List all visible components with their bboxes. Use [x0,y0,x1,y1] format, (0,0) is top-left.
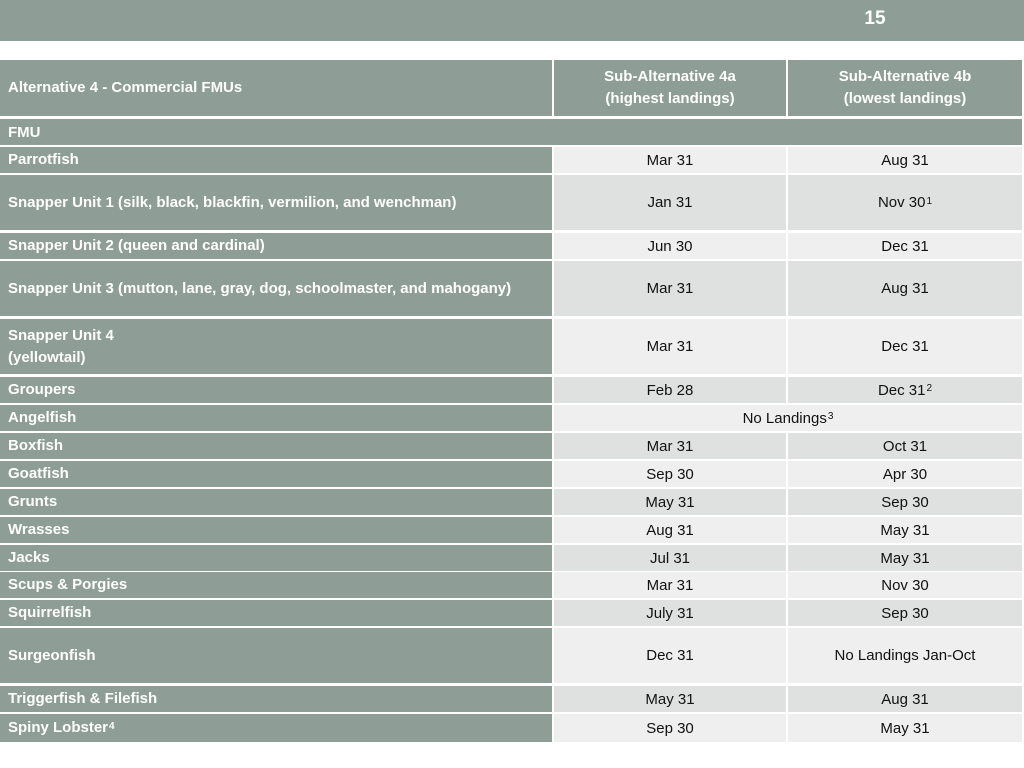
table-header-row [0,60,1022,116]
fmu-name: Triggerfish & Filefish [0,686,552,712]
fmu-name: Snapper Unit 4 (yellowtail) [0,319,552,374]
fmu-name: Snapper Unit 2 (queen and cardinal) [0,233,552,259]
fmu-name: Jacks [0,545,552,571]
page-number: 15 [864,8,886,29]
sub-4b-value: Nov 30 $^1$ [788,175,1022,230]
sub-4a-value: Dec 31 [554,628,786,683]
sub-4b-value: Aug 31 [788,686,1022,712]
table-row [0,433,1022,459]
table-row [0,377,1022,403]
table-row [0,233,1022,259]
fmu-name: Snapper Unit 3 (mutton, lane, gray, dog, schoolmaster, and mahogany) [0,261,552,316]
sub-4a-value: Mar 31 [554,572,786,598]
fmu-name: Surgeonfish [0,628,552,683]
table-row [0,714,1022,742]
fmu-name: Snapper Unit 1 (silk, black, blackfin, vermilion, and wenchman) [0,175,552,230]
sub-4b-value: May 31 [788,517,1022,543]
table-row [0,628,1022,683]
fmu-name: Wrasses [0,517,552,543]
sub-4b-value: Sep 30 [788,489,1022,515]
sub-4b-value: Aug 31 [788,261,1022,316]
sub-4b-value: Apr 30 [788,461,1022,487]
table-row [0,405,1022,431]
table-row [0,175,1022,230]
sub-4a-value: Jan 31 [554,175,786,230]
table-row [0,517,1022,543]
sub-4b-value: May 31 [788,545,1022,571]
top-banner [0,0,1024,41]
fmu-name: Scups & Porgies [0,572,552,598]
fmu-name: Goatfish [0,461,552,487]
table-row [0,319,1022,374]
header-fmus: Alternative 4 - Commercial FMUs [0,60,552,116]
fmu-name: Squirrelfish [0,600,552,626]
sub-4b-value: May 31 [788,714,1022,742]
fmu-name: Groupers [0,377,552,403]
sub-4b-value: Oct 31 [788,433,1022,459]
sub-4a-value: Feb 28 [554,377,786,403]
section-label: FMU [0,119,1022,145]
table-row [0,489,1022,515]
fmu-name: Grunts [0,489,552,515]
sub-4a-value: Sep 30 [554,714,786,742]
table-row [0,461,1022,487]
table-row [0,545,1022,571]
sub-4a-value: May 31 [554,489,786,515]
sub-4b-value: Aug 31 [788,147,1022,173]
header-sub-alt-4a: Sub-Alternative 4a (highest landings) [554,60,786,116]
table-row [0,686,1022,712]
sub-4a-value: Sep 30 [554,461,786,487]
sub-4a-value: Mar 31 [554,261,786,316]
sub-4b-value: Dec 31 [788,233,1022,259]
sub-4b-value: No Landings Jan-Oct [788,628,1022,683]
sub-4b-value: Dec 31 [788,319,1022,374]
table-row [0,572,1022,598]
sub-4a-value: Mar 31 [554,147,786,173]
fmu-name: Parrotfish [0,147,552,173]
header-sub-alt-4b: Sub-Alternative 4b (lowest landings) [788,60,1022,116]
sub-4a-value: Mar 31 [554,433,786,459]
sub-4a-value: May 31 [554,686,786,712]
sub-4b-value: Dec 31 $^2$ [788,377,1022,403]
sub-4a-value: Jun 30 [554,233,786,259]
section-row [0,119,1022,145]
sub-4a-value: Mar 31 [554,319,786,374]
table-row [0,147,1022,173]
sub-4b-value: Nov 30 [788,572,1022,598]
fmu-name: Angelfish [0,405,552,431]
sub-4a-value: Jul 31 [554,545,786,571]
sub-4b-value: Sep 30 [788,600,1022,626]
fmu-name: Boxfish [0,433,552,459]
merged-value: No Landings $^3$ [554,405,1022,431]
table-row [0,600,1022,626]
sub-4a-value: July 31 [554,600,786,626]
table-row [0,261,1022,316]
sub-4a-value: Aug 31 [554,517,786,543]
fmu-name: Spiny Lobster $^4$ [0,714,552,742]
